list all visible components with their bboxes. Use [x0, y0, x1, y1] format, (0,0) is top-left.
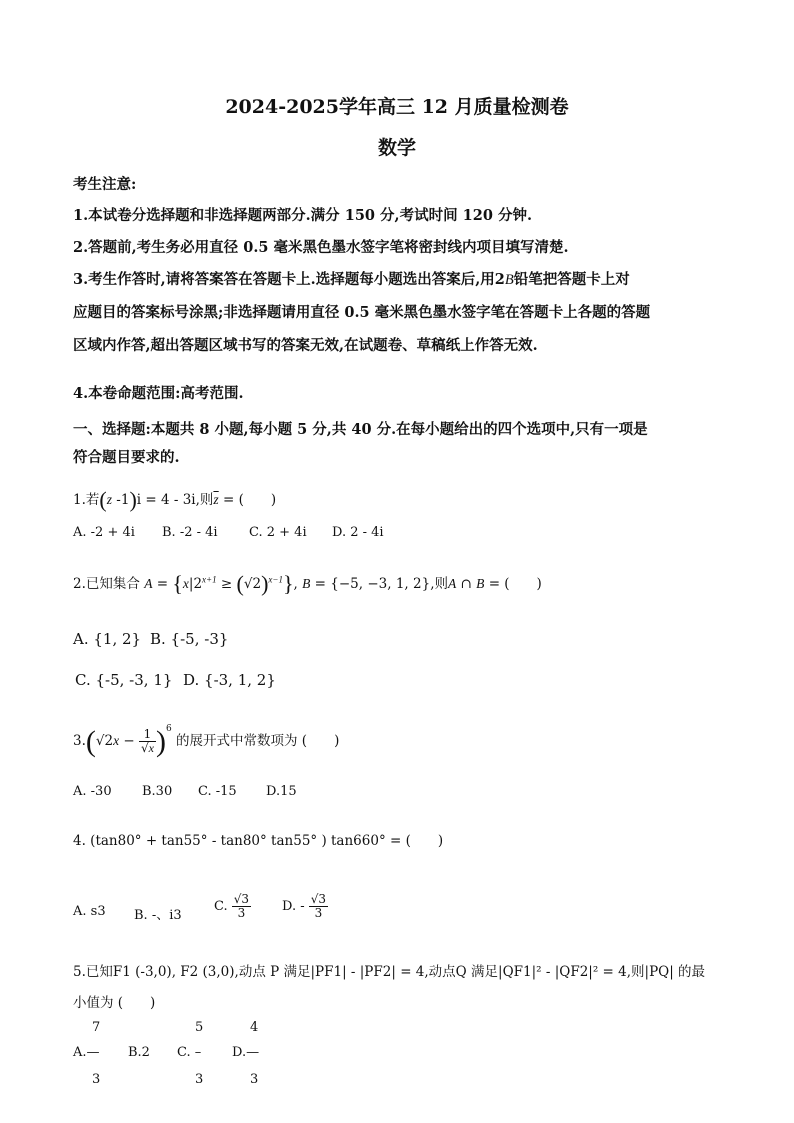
subject-title: 数学 [377, 137, 416, 159]
question-4-option-d: D. - $\frac{√3}{3}$ [282, 892, 327, 920]
question-2-option-b: B. {-5, -3} [150, 630, 229, 648]
question-5-option-d-denominator: 3 [250, 1072, 259, 1087]
section-heading: 一、选择题:本题共 8 小题,每小题 5 分,共 40 分.在每小题给出的四个选项中,只有一项是 [73, 421, 648, 438]
question-1-option-c: C. 2 + 4i [249, 525, 307, 540]
notice-line-4: 4.本卷命题范围:高考范围. [73, 385, 244, 402]
notice-line-3: 3.考生作答时,请将答案答在答题卡上.选择题每小题选出答案后,用2B铅笔把答题卡上对 [73, 271, 630, 288]
question-2-option-c: C. {-5, -3, 1} [75, 671, 173, 689]
notice-heading: 考生注意: [73, 176, 137, 193]
section-heading-cont: 符合题目要求的. [73, 449, 180, 466]
notice-line-1: 1.本试卷分选择题和非选择题两部分.满分 150 分,考试时间 120 分钟. [73, 207, 533, 224]
question-5-option-d: D.— [232, 1045, 260, 1060]
question-4-option-c: C. $\frac{√3}{3}$ [214, 892, 250, 920]
notice-line-2: 2.答题前,考生务必用直径 0.5 毫米黑色墨水签字笔将密封线内项目填写清楚. [73, 239, 569, 256]
question-5-option-b: B.2 [128, 1045, 150, 1060]
question-5-option-a-denominator: 3 [92, 1072, 101, 1087]
question-5-option-c-numerator: 5 [195, 1020, 204, 1035]
notice-line-3-end: 区域内作答,超出答题区域书写的答案无效,在试题卷、草稿纸上作答无效. [73, 337, 538, 354]
question-1-option-b: B. -2 - 4i [162, 525, 218, 540]
exam-title: 2024-2025学年高三 12 月质量检测卷 [225, 96, 569, 118]
question-3-option-c: C. -15 [198, 784, 237, 799]
notice-line-3-cont: 应题目的答案标号涂黑;非选择题请用直径 0.5 毫米黑色墨水签字笔在答题卡上各题的答题 [73, 304, 651, 321]
question-4-stem: 4. (tan80° + tan55° - tan80° tan55° ) tan660° = ( ) [73, 833, 444, 849]
question-1-option-a: A. -2 + 4i [73, 525, 135, 540]
question-5-option-c-denominator: 3 [195, 1072, 204, 1087]
question-5-option-d-numerator: 4 [250, 1020, 259, 1035]
question-2-stem: 2.已知集合 $A = \{x|2^{x+1} \ge (√2)^{x-1}\}$, B = {−5, −3, 1, 2},则A ∩ B = ( ) [73, 571, 542, 596]
question-1-stem: 1.若(z -1)i = 4 - 3i,则$\overline{z}$ = ( ) [73, 487, 277, 512]
question-5-stem-cont: 小值为 ( ) [73, 995, 156, 1011]
question-2-option-d: D. {-3, 1, 2} [183, 671, 276, 689]
question-5-option-a-numerator: 7 [92, 1020, 101, 1035]
question-3-option-b: B.30 [142, 784, 173, 799]
question-3-stem: 3.(√2x − $\frac{1}{√x}$ )$^6$ 的展开式中常数项为 ( ) [73, 724, 340, 758]
question-3-option-d: D.15 [266, 784, 297, 799]
question-5-option-a: A.— [73, 1045, 100, 1060]
question-3-option-a: A. -30 [73, 784, 112, 799]
question-2-option-a: A. {1, 2} [73, 630, 142, 648]
question-5-option-c: C. – [177, 1045, 202, 1060]
question-1-option-d: D. 2 - 4i [332, 525, 384, 540]
question-4-option-b: B. -、i3 [134, 908, 182, 923]
question-5-stem: 5.已知F1 (-3,0), F2 (3,0),动点 P 满足|PF1| - |PF2| = 4,动点Q 满足|QF1|² - |QF2|² = 4,则|PQ| 的最 [73, 964, 706, 980]
question-4-option-a: A. s3 [73, 904, 106, 919]
